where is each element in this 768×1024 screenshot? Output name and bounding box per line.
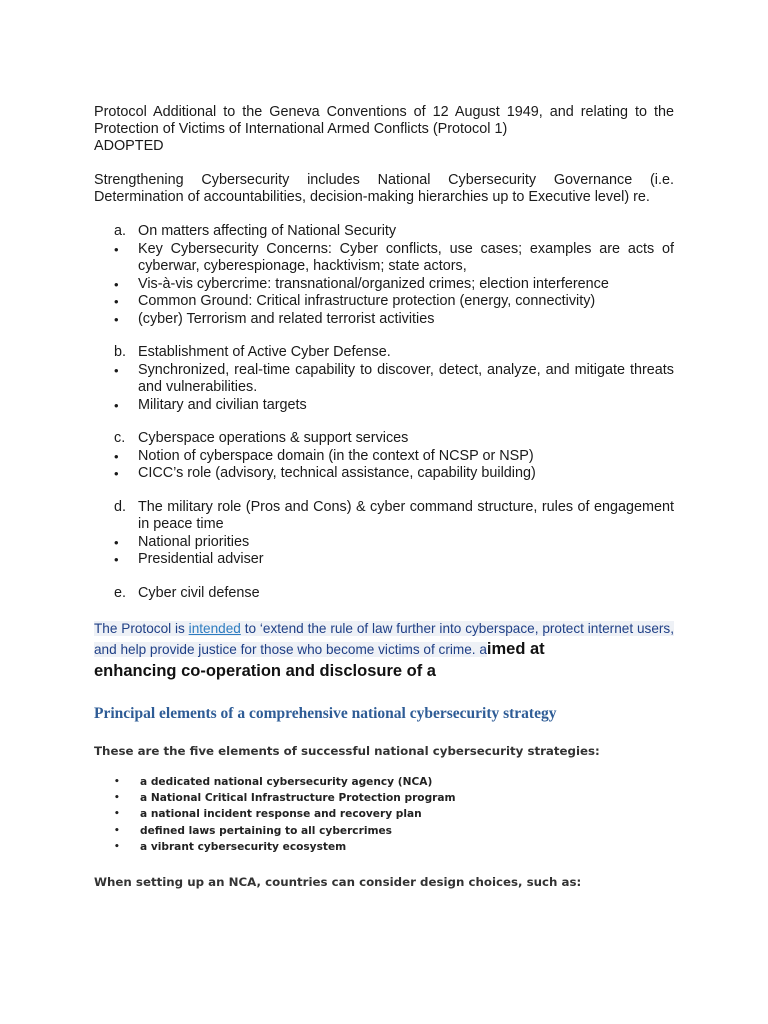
bullet-text: (cyber) Terrorism and related terrorist activities — [138, 310, 435, 327]
geneva-paragraph — [94, 104, 674, 155]
outline-section — [94, 499, 674, 569]
bullet-text: Key Cybersecurity Concerns: Cyber conflicts, use cases; examples are acts of cyberwar, cyberespionage, hacktivism; state actors, — [138, 240, 674, 274]
strategy-elements-list — [94, 774, 674, 855]
bullet-dot-icon: • — [114, 448, 119, 464]
section-title-row — [94, 499, 674, 534]
section-marker: a. — [114, 223, 127, 239]
governance-paragraph: Strengthening Cybersecurity includes National Cybersecurity Governance (i.e. Determination of accountabilities, decision-making hierarchies up to Executive level) re. — [94, 172, 674, 205]
strategy-element-item — [94, 839, 674, 855]
bullet-text: Notion of cyberspace domain (in the context of NCSP or NSP) — [138, 447, 534, 464]
bullet-text: Synchronized, real-time capability to discover, detect, analyze, and mitigate threats and vulnerabilities. — [138, 361, 674, 395]
outline-sections — [94, 223, 674, 602]
bullet-item — [94, 448, 674, 466]
section-title-row — [94, 223, 674, 241]
bullet-text: National priorities — [138, 533, 250, 550]
outline-section — [94, 344, 674, 414]
section-title: On matters affecting of National Security — [138, 223, 397, 239]
bullet-item — [94, 534, 674, 552]
bullet-dot-icon: • — [114, 534, 119, 550]
bullet-dot-icon: • — [114, 241, 119, 257]
bullet-dot-icon: • — [114, 276, 119, 292]
section-title: Establishment of Active Cyber Defense. — [138, 344, 391, 360]
bullet-dot-icon: • — [114, 311, 119, 327]
section-marker: d. — [114, 498, 127, 515]
section-title-row — [94, 585, 674, 603]
bullet-text: CICC’s role (advisory, technical assistance, capability building) — [138, 465, 536, 481]
bullet-text: Common Ground: Critical infrastructure protection (energy, connectivity) — [138, 293, 596, 309]
bullet-dot-icon: • — [114, 793, 120, 804]
section-marker: c. — [114, 430, 126, 446]
section-title-row — [94, 430, 674, 448]
protocol-text-start: The Protocol is — [94, 621, 189, 636]
bullet-item — [94, 397, 674, 415]
strategy-element-text: a national incident response and recovery plan — [140, 808, 422, 821]
section-title: The military role (Pros and Cons) & cyber command structure, rules of engagement in peace time — [138, 498, 674, 532]
bullet-dot-icon: • — [114, 552, 119, 567]
bullet-dot-icon: • — [114, 294, 119, 309]
bullet-dot-icon: • — [114, 809, 120, 820]
protocol-text-aimed: imed at — [486, 640, 545, 658]
section-marker: b. — [114, 344, 127, 360]
bullet-text: Military and civilian targets — [138, 396, 307, 413]
bullet-item — [94, 293, 674, 311]
outline-section — [94, 585, 674, 603]
section-title-row — [94, 344, 674, 362]
strategy-element-item — [94, 790, 674, 806]
strategy-element-text: a National Critical Infrastructure Protection program — [140, 792, 456, 805]
bullet-text: Presidential adviser — [138, 551, 264, 567]
strategy-element-text: a vibrant cybersecurity ecosystem — [140, 840, 347, 853]
strategy-element-item — [94, 823, 674, 839]
section-title: Cyber civil defense — [138, 584, 260, 601]
protocol-text-middle: to ‘extend the rule of law further into cyberspace, protect internet users, and help provide justice for those who become victims of crime. a — [94, 621, 674, 657]
protocol-text-end: enhancing co-operation and disclosure of a — [94, 662, 436, 680]
strategy-heading: Principal elements of a comprehensive national cybersecurity strategy — [94, 705, 557, 722]
section-title: Cyberspace operations & support services — [138, 430, 409, 446]
outline-section — [94, 430, 674, 483]
bullet-item — [94, 362, 674, 397]
bullet-dot-icon: • — [114, 397, 119, 413]
bullet-text: Vis-à-vis cybercrime: transnational/organized crimes; election interference — [138, 275, 609, 292]
bullet-item — [94, 241, 674, 276]
bullet-item — [94, 311, 674, 329]
adopted-label: ADOPTED — [94, 138, 164, 154]
nca-closing-text: When setting up an NCA, countries can consider design choices, such as: — [94, 875, 582, 890]
bullet-dot-icon: • — [114, 466, 119, 481]
bullet-item — [94, 465, 674, 483]
section-marker: e. — [114, 584, 127, 601]
bullet-dot-icon: • — [114, 841, 120, 852]
bullet-dot-icon: • — [114, 362, 119, 378]
bullet-item — [94, 276, 674, 294]
document-content — [94, 104, 674, 889]
bullet-dot-icon: • — [114, 777, 120, 787]
outline-section — [94, 223, 674, 328]
intended-link[interactable]: intended — [188, 621, 241, 636]
protocol-paragraph — [94, 618, 674, 682]
strategy-element-text: a dedicated national cybersecurity agency (NCA) — [140, 776, 433, 788]
bullet-item — [94, 551, 674, 569]
strategy-intro: These are the five elements of successful national cybersecurity strategies: — [94, 744, 600, 758]
geneva-text: Protocol Additional to the Geneva Conventions of 12 August 1949, and relating to the Protection of Victims of International Armed Conflicts (Protocol 1) — [94, 104, 674, 137]
strategy-element-item — [94, 806, 674, 822]
strategy-element-text: defined laws pertaining to all cybercrimes — [140, 824, 392, 837]
bullet-dot-icon: • — [114, 825, 120, 836]
strategy-element-item — [94, 774, 674, 790]
